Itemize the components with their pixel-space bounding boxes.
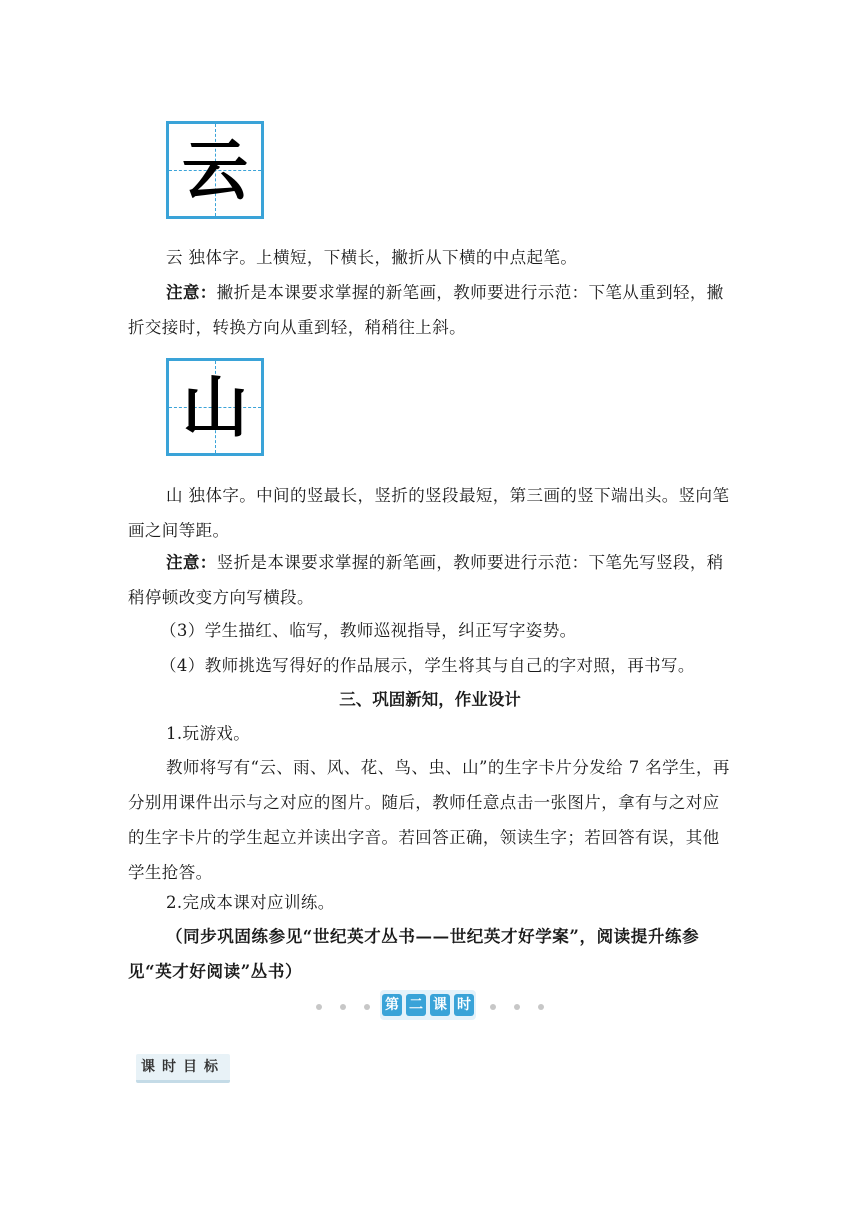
dot-icon [490,1004,496,1010]
dot-icon [514,1004,520,1010]
step-3: （3）学生描红、临写，教师巡视指导，纠正写字姿势。 [160,621,577,640]
char-shan-description: 山 独体字。中间的竖最长，竖折的竖段最短，第三画的竖下端出头。竖向笔画之间等距。 [128,486,730,540]
lesson-badge-char: 第 [382,994,402,1016]
writing-grid-yun [166,121,264,219]
dot-icon [340,1004,346,1010]
character-yun: 云 [182,131,248,209]
note-label: 注意： [166,283,217,302]
dot-icon [538,1004,544,1010]
lesson-objective-label: 课时目标 [136,1054,230,1083]
dot-icon [364,1004,370,1010]
item-1-title: 1.玩游戏。 [166,724,251,743]
lesson-badge-char: 课 [430,994,450,1016]
character-shan: 山 [182,368,248,446]
note-label: 注意： [166,553,217,572]
dot-icon [316,1004,322,1010]
lesson-badge-char: 时 [454,994,474,1016]
lesson-divider [310,988,550,1024]
writing-grid-shan [166,358,264,456]
item-2-title: 2.完成本课对应训练。 [166,893,335,912]
note-text: 撇折是本课要求掌握的新笔画，教师要进行示范：下笔从重到轻，撇折交接时，转换方向从重到轻，稍稍往上斜。 [128,283,724,337]
item-1-text: 教师将写有“云、雨、风、花、鸟、虫、山”的生字卡片分发给 7 名学生，再分别用课件出示与之对应的图片。随后，教师任意点击一张图片，拿有与之对应的生字卡片的学生起立并读出字音。若回答正确，领读生字；若回答有误，其他学生抢答。 [128,758,730,882]
lesson-badge [380,990,476,1020]
reference-note: （同步巩固练参见“世纪英才丛书——世纪英才好学案”，阅读提升练参见“英才好阅读”丛书） [128,927,700,981]
char-yun-note [128,275,732,345]
step-4: （4）教师挑选写得好的作品展示，学生将其与自己的字对照，再书写。 [160,656,695,675]
lesson-badge-char: 二 [406,994,426,1016]
char-yun-description: 云 独体字。上横短，下横长，撇折从下横的中点起笔。 [166,248,578,267]
section-heading: 三、巩固新知，作业设计 [339,690,521,709]
char-shan-note [128,545,732,615]
note-text: 竖折是本课要求掌握的新笔画，教师要进行示范：下笔先写竖段，稍稍停顿改变方向写横段。 [128,553,724,607]
